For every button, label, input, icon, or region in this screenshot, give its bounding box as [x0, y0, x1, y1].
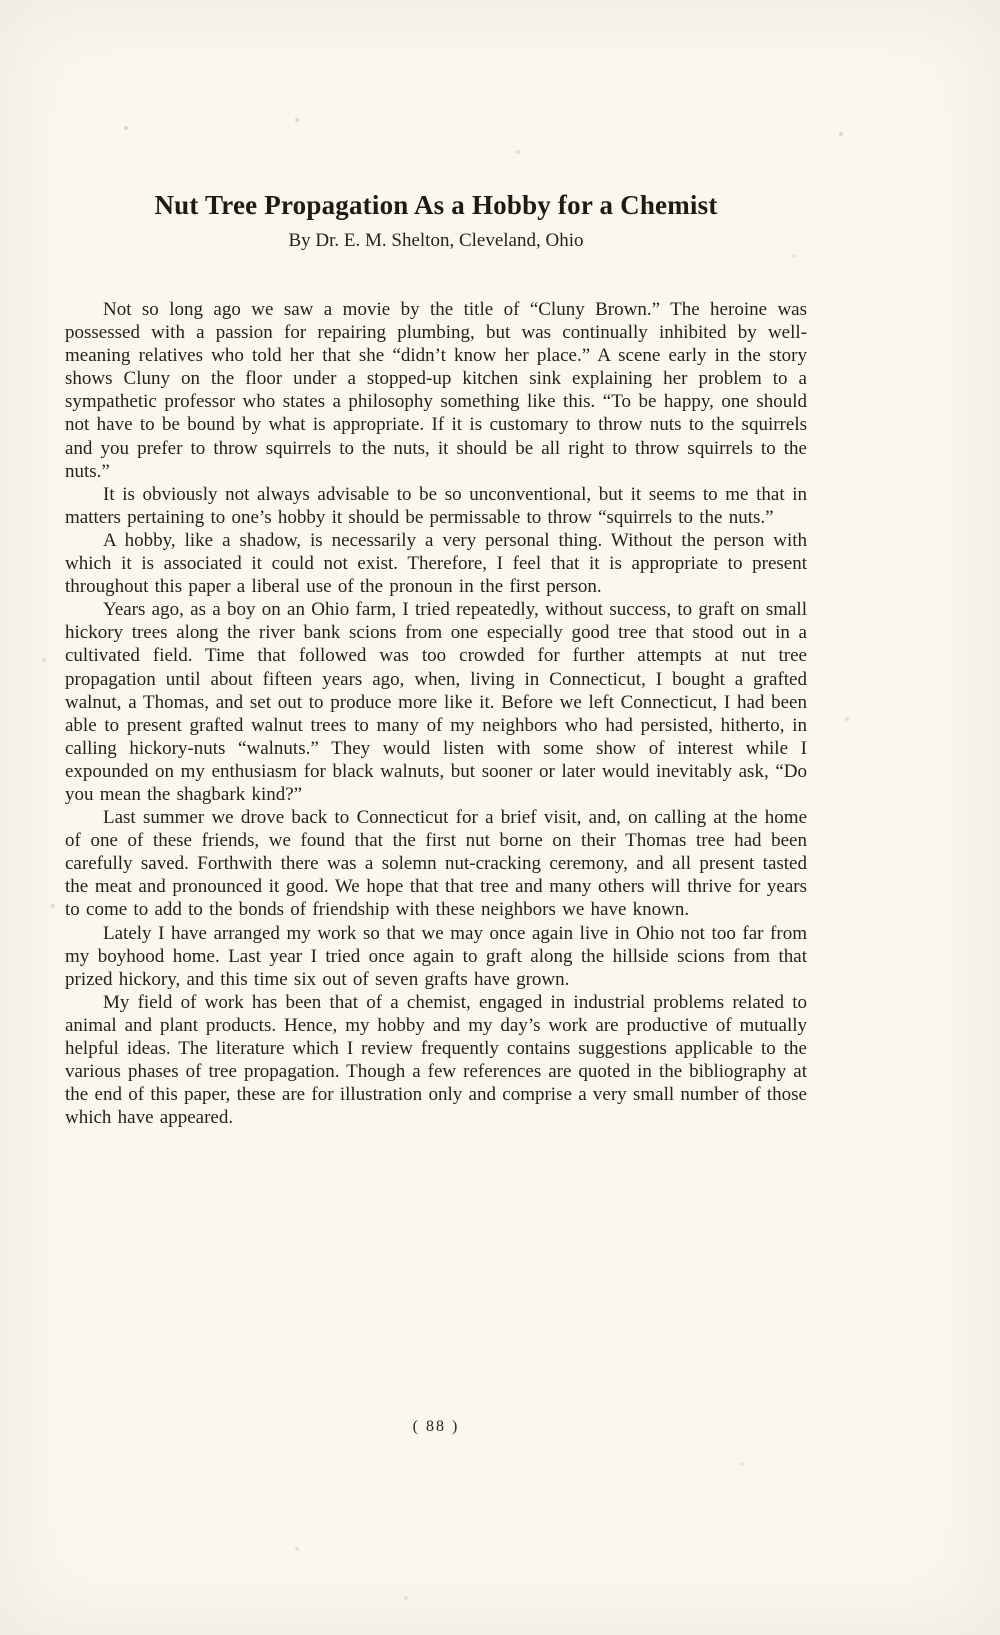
paragraph: Last summer we drove back to Connecticut for a brief visit, and, on calling at the home of one of these friends, we found that the first nut borne on their Thomas tree had been carefully saved. Forthwith there was a solemn nut-cracking ceremony, and all present tasted the meat and pronounced it good. We hope that that tree and many others will thrive for years to come to add to the bonds of friendship with these neighbors we have known. [65, 807, 807, 921]
paragraph: Years ago, as a boy on an Ohio farm, I tried repeatedly, without success, to graft on small hickory trees along the river bank scions from one especially good tree that stood out in a cultivated field. Time that followed was too crowded for further attempts at nut tree propagation until about fifteen years ago, when, living in Connecticut, I bought a grafted walnut, a Thomas, and set out to produce more like it. Before we left Connecticut, I had been able to present grafted walnut trees to many of my neighbors who had persisted, hitherto, in calling hickory-nuts “walnuts.” They would listen with some show of interest while I expounded on my enthusiasm for black walnuts, but sooner or later would inevitably ask, “Do you mean the shagbark kind?” [65, 599, 807, 805]
paragraph: A hobby, like a shadow, is necessarily a very personal thing. Without the person with which it is associated it could not exist. Therefore, I feel that it is appropriate to present throughout this paper a liberal use of the pronoun in the first person. [65, 529, 807, 598]
paragraph: Lately I have arranged my work so that we may once again live in Ohio not too far from my boyhood home. Last year I tried once again to graft along the hillside scions from that prized hickory, and this time six out of seven grafts have grown. [65, 922, 807, 990]
paragraph: It is obviously not always advisable to be so unconventional, but it seems to me that in matters pertaining to one’s hobby it should be permissable to throw “squirrels to the nuts.” [65, 483, 807, 528]
article-content [65, 190, 807, 1129]
scan-specks [0, 0, 2, 2]
article-title: Nut Tree Propagation As a Hobby for a Chemist [154, 190, 718, 220]
paragraph: My field of work has been that of a chemist, engaged in industrial problems related to animal and plant products. Hence, my hobby and my day’s work are productive of mutually helpful ideas. The literature which I review frequently contains suggestions applicable to the various phases of tree propagation. Though a few references are quoted in the bibliography at the end of this paper, these are for illustration only and comprise a very small number of those which have appeared. [65, 991, 807, 1129]
paragraph: Not so long ago we saw a movie by the title of “Cluny Brown.” The heroine was possessed with a passion for repairing plumbing, but was continually inhibited by well-meaning relatives who told her that she “didn’t know her place.” A scene early in the story shows Cluny on the floor under a stopped-up kitchen sink explaining her problem to a sympathetic professor who states a philosophy something like this. “To be happy, one should not have to be bound by what is appropriate. If it is customary to throw nuts to the squirrels and you prefer to throw squirrels to the nuts, it should be all right to throw squirrels to the nuts.” [65, 299, 807, 482]
page-number: ( 88 ) [412, 1418, 460, 1435]
article-byline: By Dr. E. M. Shelton, Cleveland, Ohio [288, 230, 584, 251]
article-body [65, 298, 807, 1129]
